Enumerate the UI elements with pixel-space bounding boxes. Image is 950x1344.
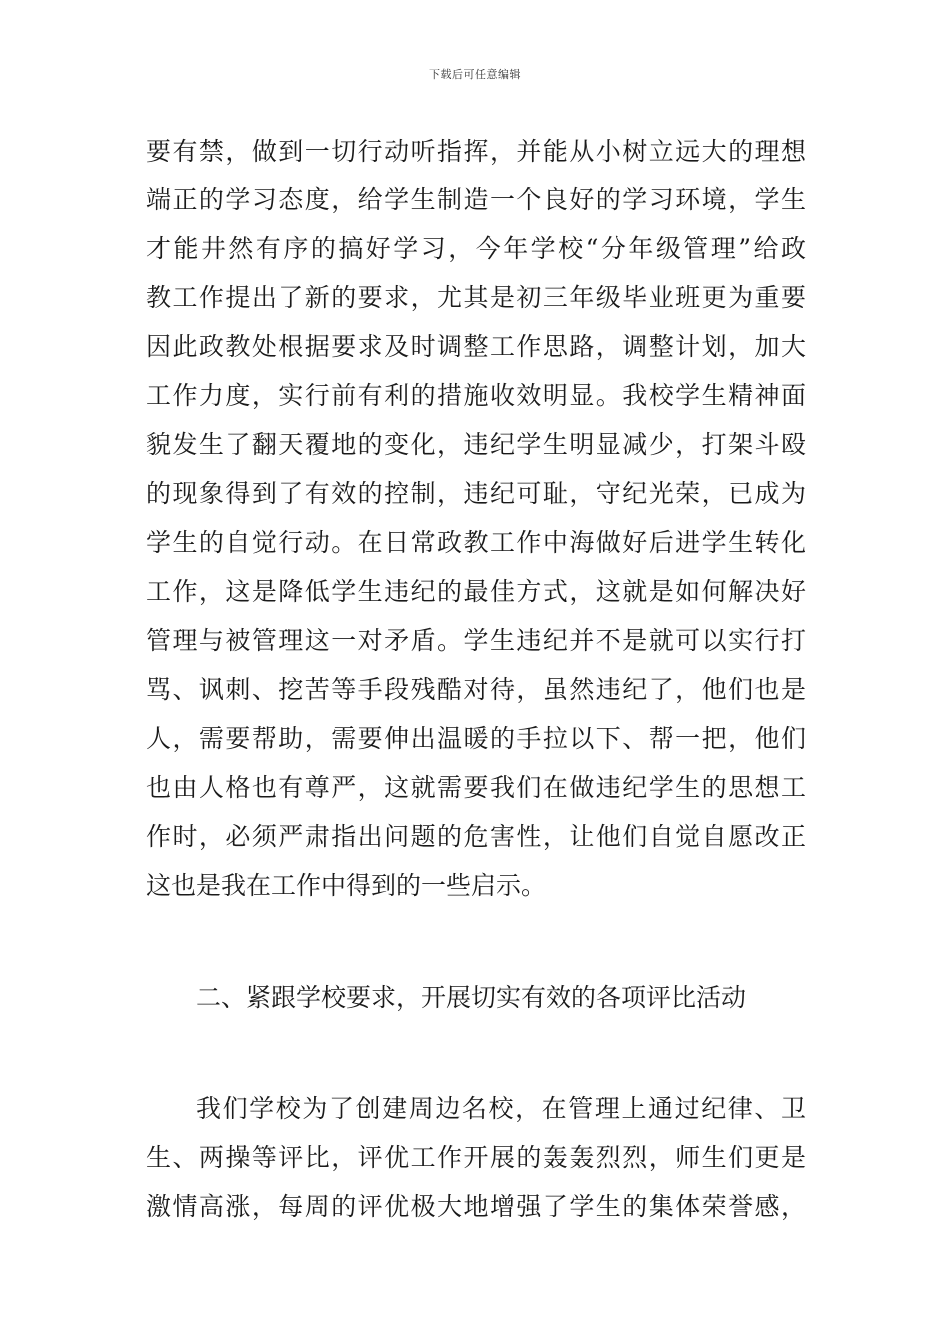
text-line: 貌发生了翻天覆地的变化，违纪学生明显减少，打架斗殴	[146, 430, 806, 459]
text-line: 管理与被管理这一对矛盾。学生违纪并不是就可以实行打	[146, 626, 806, 655]
text-line: 激情高涨，每周的评优极大地增强了学生的集体荣誉感，	[146, 1192, 806, 1221]
text-line: 工作力度，实行前有利的措施收效明显。我校学生精神面	[146, 381, 806, 410]
text-line: 才能井然有序的搞好学习，今年学校“分年级管理”给政	[146, 234, 806, 263]
text-line: 骂、讽刺、挖苦等手段残酷对待，虽然违纪了，他们也是	[146, 675, 806, 704]
text-line: 工作，这是降低学生违纪的最佳方式，这就是如何解决好	[146, 577, 806, 606]
text-line: 我们学校为了创建周边名校，在管理上通过纪律、卫	[196, 1094, 806, 1123]
text-line: 的现象得到了有效的控制，违纪可耻，守纪光荣，已成为	[146, 479, 806, 508]
text-line: 学生的自觉行动。在日常政教工作中海做好后进学生转化	[146, 528, 806, 557]
text-line: 作时，必须严肃指出问题的危害性，让他们自觉自愿改正	[146, 822, 806, 851]
text-line: 生、两操等评比，评优工作开展的轰轰烈烈，师生们更是	[146, 1143, 806, 1172]
section-heading: 二、紧跟学校要求，开展切实有效的各项评比活动	[196, 983, 747, 1012]
text-line: 这也是我在工作中得到的一些启示。	[146, 871, 547, 900]
text-line: 教工作提出了新的要求，尤其是初三年级毕业班更为重要	[146, 283, 806, 312]
text-line: 也由人格也有尊严，这就需要我们在做违纪学生的思想工	[146, 773, 806, 802]
text-line: 要有禁，做到一切行动听指挥，并能从小树立远大的理想	[146, 137, 806, 166]
text-line: 端正的学习态度，给学生制造一个良好的学习环境，学生	[146, 185, 806, 214]
text-line: 人，需要帮助，需要伸出温暖的手拉以下、帮一把，他们	[146, 724, 806, 753]
page-header: 下载后可任意编辑	[429, 68, 521, 81]
text-line: 因此政教处根据要求及时调整工作思路，调整计划，加大	[146, 332, 806, 361]
